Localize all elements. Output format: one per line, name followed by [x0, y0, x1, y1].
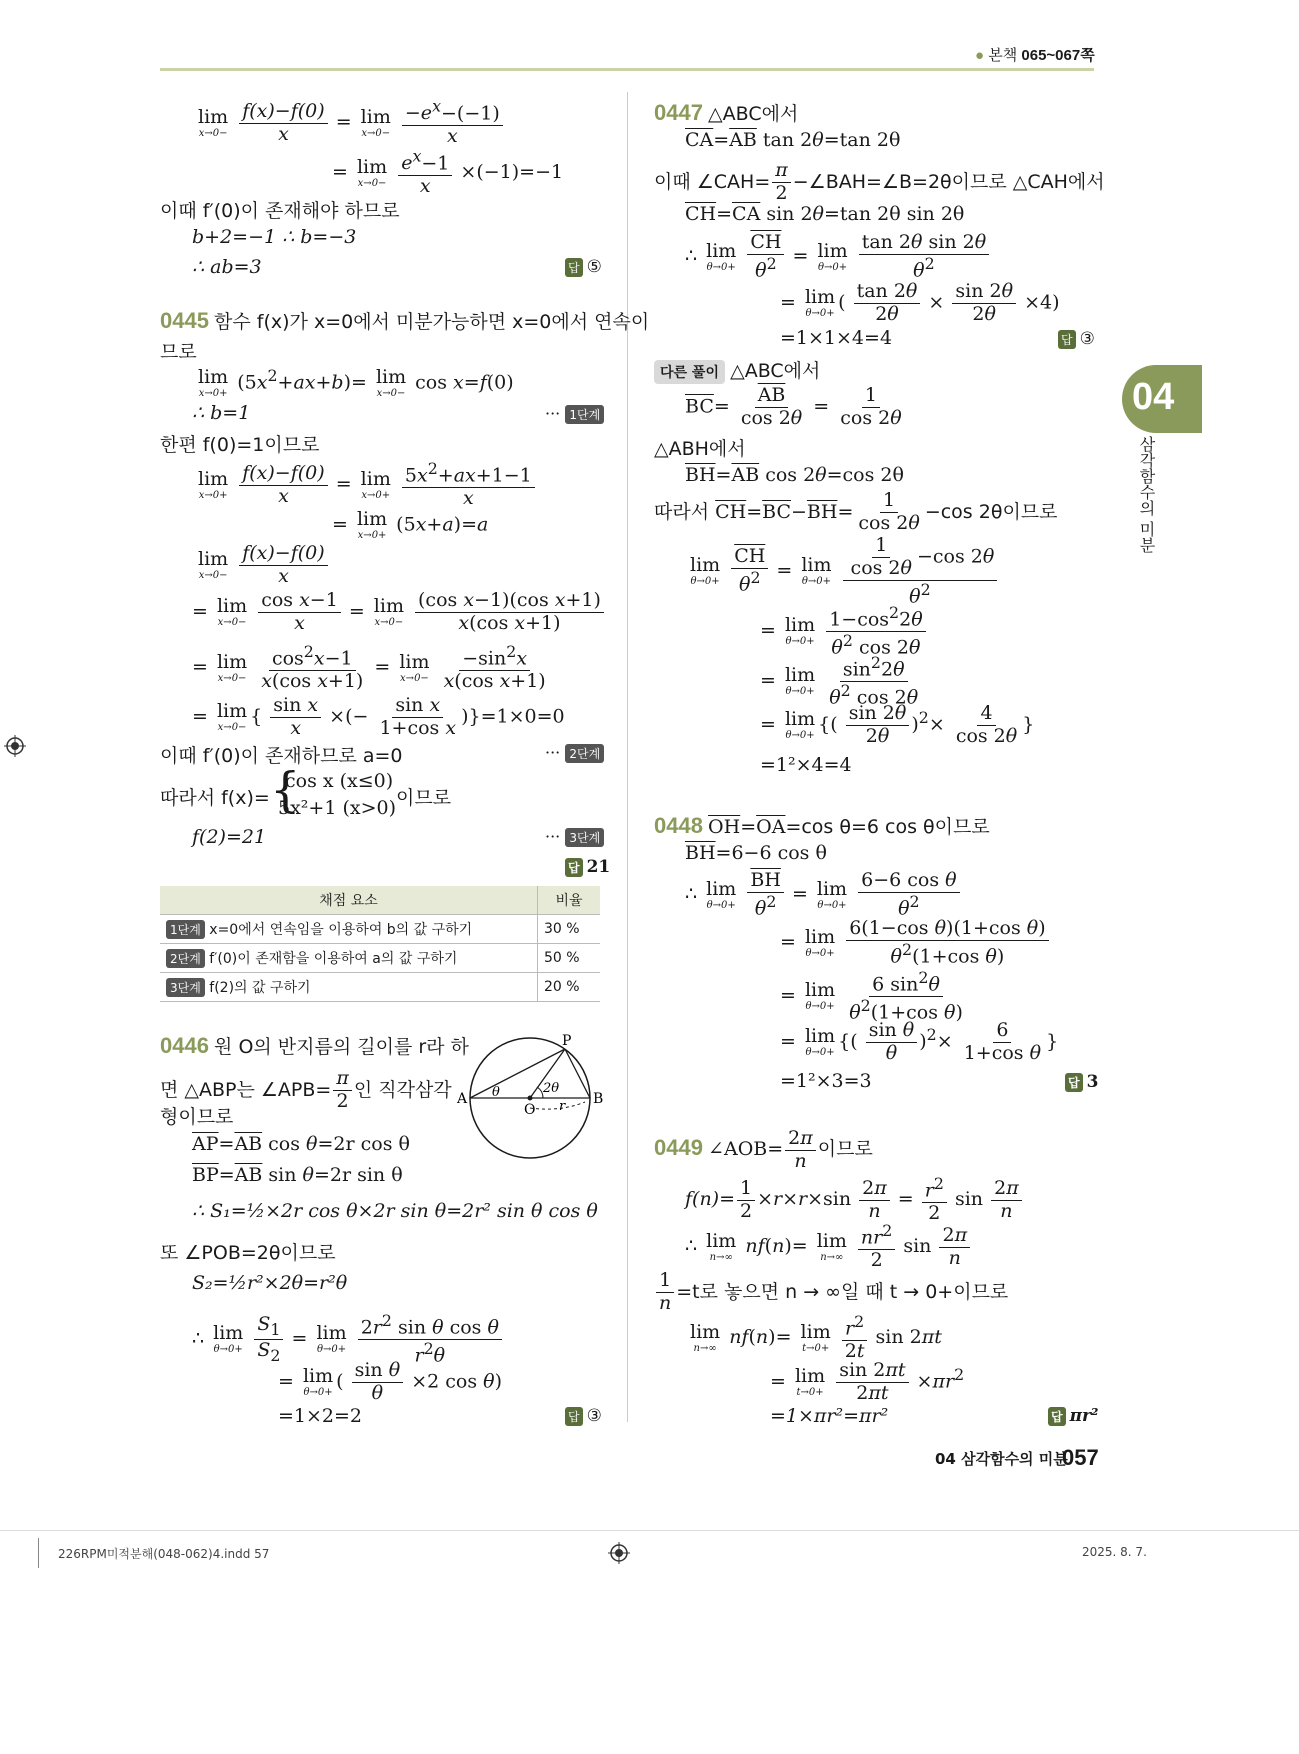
fig-label-b: B — [593, 1091, 604, 1107]
eq-0446-lim-1: ∴ lim θ→0+ $\frac{S_1}{S_2}$ = lim θ→0+ $\frac{2r^2 \sin \theta \cos \theta}{r^2\theta}$ — [192, 1312, 504, 1367]
eq-0447-o-4: = lim θ→0+ {( $\frac{\sin 2\theta}{2\theta}$ )$^2$× $\frac{4}{\cos 2\theta}$ } — [760, 702, 1035, 747]
eq-0447-lim-1: ∴ lim θ→0+ $\frac{\overline{CH}}{\theta^2}$ = lim θ→0+ $\frac{\text{tan 2θ sin 2θ}}{\theta^2}$ — [685, 232, 991, 282]
eq-0449-lim-3: = lim t→0+ $\frac{\sin 2\pi t}{2\pi t}$ $\times\pi r^2$ — [770, 1359, 965, 1404]
slug-date: 2025. 8. 7. — [1082, 1545, 1147, 1559]
eq-0445-right-1: lim x→0+ $\frac{f(x)-f(0)}{x}$ = lim x→0+ $\frac{5x^2+ax+1-1}{x}$ — [195, 460, 537, 510]
registration-mark-icon — [608, 1542, 630, 1564]
p447-l1: △ABC에서 — [708, 103, 799, 125]
p447-l5: =1×1×4=4 — [780, 327, 893, 349]
problem-0448-header: 0448 $\overline{OH}=\overline{OA}=\cos$ θ=6 cos θ이므로 — [654, 813, 990, 838]
problem-0446-header — [160, 1032, 469, 1059]
eq-0448-2: = lim θ→0+ $\frac{\text{6(1−cos θ)(1+cos θ)}}{\theta^2(1+\cos \theta)}$ — [780, 918, 1051, 968]
p448-l2: $\overline{BH}=6-6$ cos θ — [685, 842, 827, 864]
problem-0445-header — [160, 307, 649, 334]
p447-o5: =1²×4=4 — [760, 754, 852, 776]
p445-hanpyeon: 한편 f(0)=1이므로 — [160, 434, 320, 456]
table-header-ratio: 비율 — [538, 886, 601, 915]
p445-case2: 5x²+1 (x>0) — [278, 797, 397, 819]
other-solution-badge: 다른 풀이 — [654, 360, 725, 384]
fig-label-p: P — [562, 1033, 572, 1049]
problem-number-0445: 0445 — [160, 308, 209, 333]
p449-l4: =1×πr²=πr² — [770, 1405, 889, 1427]
p447-o4: 따라서 $\overline{CH}=\overline{BC}-\overline{BH}=$ $\frac{1}{\cos 2\theta}$ −cos 2θ이므로 — [654, 489, 1058, 534]
eq-0445-left-4: = lim x→0− { $\frac{\text{sin x}}{x}$ ×(− $\frac{\text{sin x}}{\text{1+cos x}}$ )}=1×0=0 — [192, 694, 565, 739]
table-row: 3단계 f(2)의 값 구하기 20 % — [160, 973, 600, 1002]
slug-filename: 226RPM미적분해(048-062)4.indd 57 — [58, 1547, 270, 1561]
p446-ap-line: $\overline{AP}=\overline{AB}$ cos θ=2r cos θ — [192, 1133, 410, 1155]
eq-0445-cont: lim x→0+ $(5x^2+ax+b)=$ lim x→0− cos x=f(0) — [198, 365, 514, 399]
eq-0447-o-1: lim θ→0+ $\frac{\overline{CH}}{\theta^2}$ = lim θ→0+ $\frac{1}{\cos 2\theta}$ −cos 2θ $\theta^2$ — [687, 535, 999, 608]
case-brace: { — [270, 762, 301, 818]
p445-line1: 함수 f(x)가 x=0에서 미분가능하면 x=0에서 연속이 — [214, 311, 650, 333]
eq-0447-lim-2: = lim θ→0+ ( $\frac{\tan 2\theta}{2\theta}$ × $\frac{\sin 2\theta}{2\theta}$ ×4) — [780, 280, 1060, 325]
answer-0447: 답 ③ — [1058, 329, 1095, 349]
problem-0449-header: 0449 ∠AOB= $\frac{2\pi}{n}$ 이므로 — [654, 1127, 873, 1172]
p445-a-line: 이때 f′(0)이 존재하므로 a=0 — [160, 745, 403, 767]
eq-0448-4: = lim θ→0+ {( $\frac{\text{sin θ}}{\theta}$ )$^2$× $\frac{6}{\text{1+cos θ}}$ } — [780, 1019, 1059, 1064]
fig-label-r: r — [559, 1099, 566, 1114]
slug-rule — [0, 1530, 1299, 1531]
problem-number-0446: 0446 — [160, 1033, 209, 1058]
registration-mark-left-icon — [4, 735, 26, 757]
eq-0447-bc: $\overline{BC}=$ $\frac{\overline{AB}}{\cos 2\theta}$ = $\frac{1}{\cos 2\theta}$ — [685, 384, 902, 429]
eq-0445-left-3: = lim x→0− $\frac{\cos^2x-1}{\text{x(cos x+1)}}$ = lim x→0− $\frac{-\sin^2x}{\text{x(cos x+1)}}$ — [192, 642, 546, 693]
p445-f2: f(2)=21 — [192, 826, 267, 848]
header-rule — [160, 68, 1094, 71]
problem-number-0449: 0449 — [654, 1134, 703, 1160]
problem-number-0447: 0447 — [654, 100, 703, 125]
p445-imeuro: 이므로 — [396, 787, 452, 809]
table-row: 1단계 x=0에서 연속임을 이용하여 b의 값 구하기 30 % — [160, 915, 600, 944]
fig-label-theta: θ — [492, 1085, 500, 1100]
eq-0449-lim-1: ∴ lim n→∞ nf(n)= lim n→∞ $\frac{nr^2}{2}$ sin $\frac{2\pi}{n}$ — [685, 1222, 972, 1272]
p446-bp-line: $\overline{BP}=\overline{AB}$ sin θ=2r sin θ — [192, 1164, 403, 1186]
p447-o3: $\overline{BH}=\overline{AB}$ cos 2θ=cos 2θ — [685, 464, 904, 486]
circle-figure — [455, 1030, 615, 1165]
p447-l3: 이때 ∠CAH= $\frac{\pi}{2}$ −∠BAH=∠B=2θ이므로 △CAH에서 — [654, 159, 1105, 204]
p445-ttaraseo: 따라서 f(x)= — [160, 787, 270, 809]
table-row: 2단계 f′(0)이 존재함을 이용하여 a의 값 구하기 50 % — [160, 944, 600, 973]
eq-0447-o-2: = lim θ→0+ $\frac{1-\cos^22\theta}{\theta^2 \cos 2\theta}$ — [760, 604, 928, 659]
p447-l2: $\overline{CA}=\overline{AB}$ tan 2θ=tan 2θ — [685, 129, 901, 151]
eq-0449-lim-2: lim n→∞ nf(n)= lim t→0+ $\frac{r^2}{2t}$ sin 2πt — [690, 1312, 942, 1363]
p446-pob: 또 ∠POB=2θ이므로 — [160, 1242, 336, 1264]
p447-l4: $\overline{CH}=\overline{CA}$ sin 2θ=tan 2θ sin 2θ — [685, 203, 965, 225]
step1-marker: ··· 1단계 — [545, 404, 604, 424]
answer-0448: 답 3 — [1065, 1072, 1098, 1092]
eq-0445-right-2: = lim x→0+ (5x+a)=a — [332, 508, 489, 541]
p447-o2: △ABH에서 — [654, 438, 746, 460]
step3-marker: ··· 3단계 — [545, 827, 604, 847]
eq-0449-fn: f(n)= $\frac{1}{2}$ ×r×r×sin $\frac{2\pi}{n}$ = $\frac{r^2}{2}$ sin $\frac{2\pi}{n}$ — [685, 1175, 1024, 1225]
other-solution-0447: 다른 풀이 △ABC에서 — [654, 356, 820, 384]
p449-l3: $\frac{1}{n}$ =t로 놓으면 n → ∞일 때 t → 0+이므로 — [654, 1270, 1008, 1315]
fig-label-a: A — [457, 1091, 468, 1107]
answer-0449: 답 πr² — [1048, 1406, 1098, 1426]
problem-0447-header — [654, 99, 798, 126]
eq-intro-1: lim x→0− $\frac{f(x)-f(0)}{x}$ = lim x→0− $\frac{-e^x-(-1)}{x}$ — [195, 98, 505, 148]
p445-case1: cos x (x≤0) — [285, 770, 394, 792]
p446-line1: 원 O의 반지름의 길이를 r라 하 — [214, 1036, 469, 1058]
scoring-table — [160, 886, 600, 1002]
column-divider — [627, 92, 628, 1422]
footer-page-number: 057 — [1062, 1445, 1099, 1470]
crop-mark-left — [38, 1538, 39, 1568]
header-ref: ● 본책 065~067쪽 — [975, 47, 1095, 64]
p446-s1: ∴ S₁=½×2r cos θ×2r sin θ=2r² sin θ cos θ — [192, 1200, 598, 1222]
eq-0445-left-1: lim x→0− $\frac{f(x)-f(0)}{x}$ — [195, 543, 330, 588]
step2-marker: ··· 2단계 — [545, 743, 604, 763]
answer-0445: 답 21 — [565, 857, 610, 877]
eq-0448-3: = lim θ→0+ $\frac{6 \sin^2\theta}{\theta^2(1+\cos \theta)}$ — [780, 968, 963, 1024]
eq-0448-1: ∴ lim θ→0+ $\frac{\overline{BH}}{\theta^2}$ = lim θ→0+ $\frac{\text{6−6 cos θ}}{\theta^2}$ — [685, 870, 962, 920]
chapter-number: 04 — [1132, 376, 1175, 418]
answer-0446: 답 ③ — [565, 1406, 602, 1426]
answer-0444: 답 ⑤ — [565, 257, 602, 277]
table-header-criteria: 채점 요소 — [160, 886, 538, 915]
p448-l3: =1²×3=3 — [780, 1070, 872, 1092]
intro-line-1: 이때 f′(0)이 존재해야 하므로 — [160, 200, 400, 222]
eq-0446-lim-2: = lim θ→0+ ( $\frac{\text{sin θ}}{\theta}$ ×2 cos θ) — [278, 1359, 502, 1404]
eq-intro-2: = lim x→0− $\frac{e^x-1}{x}$ ×(−1)=−1 — [332, 147, 564, 198]
problem-number-0448: 0448 — [654, 813, 703, 838]
header-range: 065~067쪽 — [1021, 47, 1095, 64]
p445-line1b: 므로 — [160, 341, 197, 363]
p446-final: =1×2=2 — [278, 1405, 363, 1427]
eq-0445-left-2: = lim x→0− $\frac{\text{cos x−1}}{x}$ = lim x→0− $\frac{\text{(cos x−1)(cos x+1)}}{\text{x(cos x+1)}}$ — [192, 590, 606, 635]
intro-line-2: b+2=−1 ∴ b=−3 — [192, 226, 357, 248]
fig-label-2theta: 2θ — [543, 1081, 560, 1096]
intro-line-3: ∴ ab=3 — [192, 256, 262, 278]
header-label: 본책 — [988, 47, 1018, 64]
p446-s2: S₂=½r²×2θ=r²θ — [192, 1272, 348, 1294]
chapter-title: 삼각함수의 미분 — [1137, 436, 1156, 554]
p446-line2: 면 △ABP는 ∠APB= $\frac{\pi}{2}$ 인 직각삼각 — [160, 1067, 452, 1112]
eq-0447-o-3: = lim θ→0+ $\frac{\sin^22\theta}{\theta^2 \cos 2\theta}$ — [760, 653, 919, 709]
footer-chapter: 04 삼각함수의 미분 — [935, 1450, 1068, 1468]
p446-line3: 형이므로 — [160, 1106, 234, 1128]
fig-label-o: O — [524, 1102, 536, 1118]
p445-b-line: ∴ b=1 — [192, 402, 251, 424]
